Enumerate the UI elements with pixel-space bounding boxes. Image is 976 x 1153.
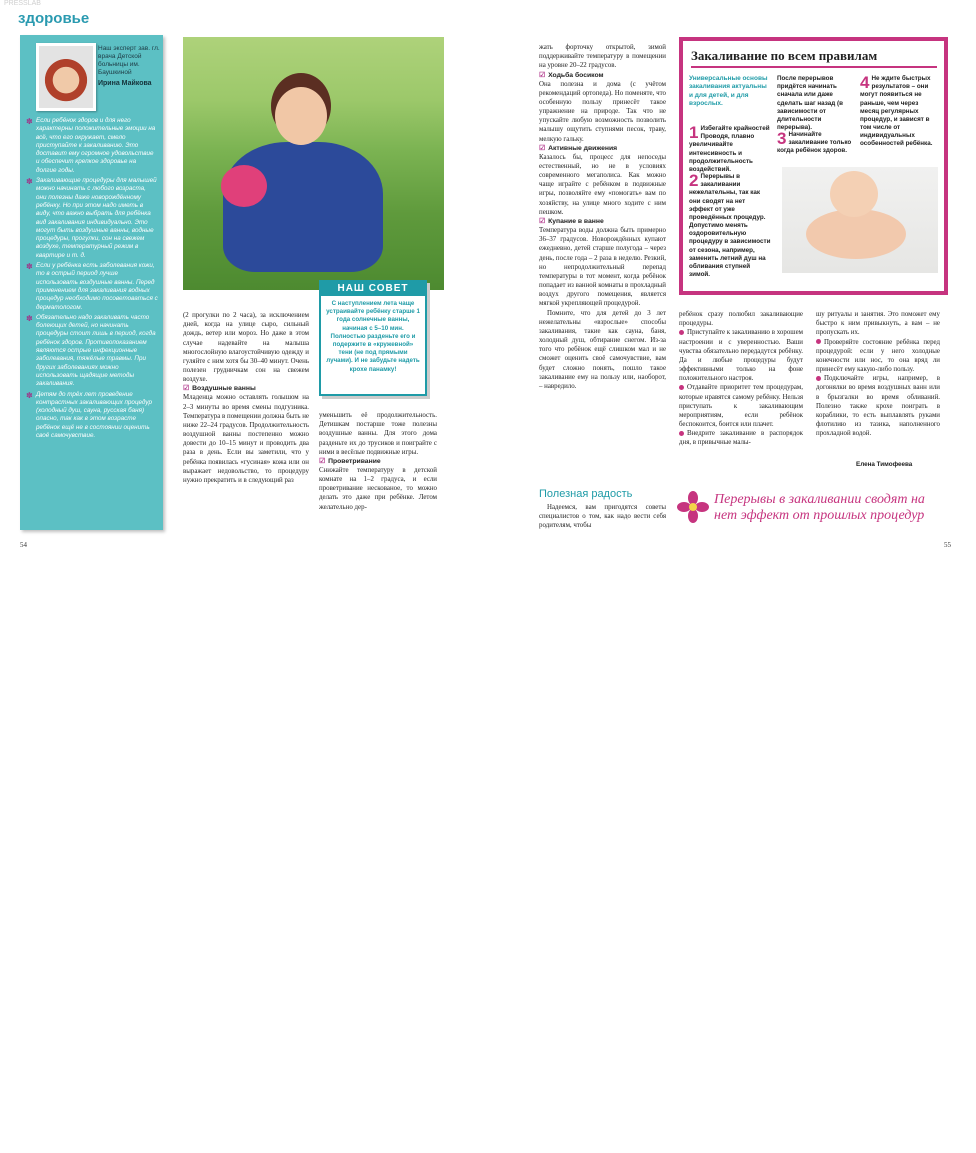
subheading: ☑ Проветривание [319,457,437,466]
page-number-left: 54 [20,541,27,549]
flower-icon [676,490,710,524]
text-column-5: шу ритуалы и занятия. Это поможет ему быстро к ним привыкнуть, а вам – не пропускать их. Проверяйте состояние ребёнка перед процедурой: если у него холодные конечности или нос, то она вряд ли принесёт ему какую-либо пользу. Подключайте игры, например, в догонялки во время воздушных ванн или в брызгалки во время обливаний. Полезно также крохе поиграть в кораблики, то есть выплавлять руками флотилию из тазика, наполненного прохладной водой. [816,311,940,438]
bullet-icon [679,330,684,335]
bullet-icon [816,339,821,344]
tip-bullet: Внедрите закаливание в распорядок дня, в привычные малы- [679,430,803,447]
expert-role: Наш эксперт зав. гл. врача Детской больницы им. Баушкиной [98,45,160,77]
baby-head-shape [830,171,878,217]
rules-box [679,37,948,295]
star-bullet-icon: ✽ [26,390,33,400]
text-column-3: жать форточку открытой, зимой поддерживайте температуру в помещении на уровне 20–22 градусов. ☑ Ходьба босиком Она полезна и дома (с учётом рекомендаций ортопеда). Но поменяте, что особенную пользу принесёт такое упражнение на природе. Так что не упускайте любую возможность позволить малышу ощутить ступнями песок, траву, мелкую гальку. ☑ Активные движения Казалось бы, процесс для непоседы естественный, но не в условиях современного мегаполиса. Как можно чаще играйте с ребёнком в подвижные игры, позволяйте ему «помогать» вам по хозяйству, на улице много ходите с ним пешком. ☑ Купание в ванне Температура воды должна быть примерно 36–37 градусов. Новорождённых купают ежедневно, детей старше полугода – через день, после года – 2 раза в неделю. Резкий, но непродолжительный перепад температуры в тот момент, когда ребёнок попадает из ванной комнаты в прохладный воздух другого помещения, является мягкой укрепляющей процедурой. Помните, что для детей до 3 лет нежелательны «взрослые» способы закаливания, такие как сауна, баня, холодный душ, обтирание снегом. Из-за того что ребёнок ещё слишком мал и не сможет оценить своё самочувствие, вам будет сложно понять, пошло такое закаливание ему на пользу или, наоборот, – навредило. [539,43,666,391]
expert-photo [36,43,96,111]
expert-tip: ✽ Если ребёнок здоров и для него характерны положительные эмоции на всё, что его окружает, смело приступайте к закаливанию. Это доставит ему огромное удовольствие и обеспечит крепкое здоровье на долгие годы. [26,117,156,174]
advice-box [319,280,427,396]
photo-dress-shape [223,142,383,272]
text-column-3-tail: Надеемся, вам пригодятся советы специалистов о том, как надо вести себя родителям, чтобы [539,504,666,530]
hero-photo-girl-with-watering-can [183,37,444,290]
tip-bullet: Проверяйте состояние ребёнка перед процедурой: если у него холодные конечности или нос, то она вряд ли принесёт ему какую-либо пользу. [816,338,940,374]
tip-bullet: Отдавайте приоритет тем процедурам, которые нравятся самому ребёнку. Нельзя приступать к закаливающим мероприятиям, если ребёнок беспокоится, боится или плачет. [679,384,803,429]
rule-item-2: 2 Перерывы в закаливании нежелательны, так как они сводят на нет эффект от уже проведённых процедур. Допустимо менять оздоровительную процедуру в зависимости от сезона, например, заменить летний душ на обливания ступней зимой. [689,171,771,279]
author-signature: Елена Тимофеева [856,461,913,468]
baby-photo [782,167,938,273]
advice-title: НАШ СОВЕТ [320,281,426,296]
subheading: ☑ Ходьба босиком [539,71,666,80]
expert-name: Ирина Майкова [98,79,152,87]
text-column-1: (2 прогулки по 2 часа), за исключением дней, когда на улице сыро, сильный дождь, ветер или мороз. Но даже в этом случае надевайте на малыша многослойную влагоустойчивую одежду и гуляйте с ним хотя бы 30–40 минут. Очень полезен грудничкам сон на свежем воздухе. ☑ Воздушные ванны Младенца можно оставлять голышом на 2–3 минуты во время смены подгузника. Температура в помещении должна быть не ниже 22–24 градусов. Продолжительность воздушной ванны постепенно можно довести до 10–15 минут и проводить два раза в день. Если вы заметили, что у ребёнка появилась «гусиная» кожа или он выражает недовольство, то процедуру нужно прекратить и в следующий раз [183,311,309,485]
expert-face-icon [39,46,93,108]
rule-item-2-lead: После перерывов придётся начинать сначала или даже сделать шаг назад (в зависимости от длительности перерыва). [777,75,843,132]
subheading: ☑ Купание в ванне [539,217,666,226]
rules-title: Закаливание по всем правилам [691,48,937,68]
star-bullet-icon: ✽ [26,117,33,126]
expert-caption [98,45,160,88]
expert-tip: ✽ Детям до трёх лет проведение контрастных закаливающих процедур (холодный душ, сауна, русская баня) опасно, так как в этом возрасте ребёнок ещё не в состоянии оценить своё самочувствие. [26,390,153,439]
text-column-2: уменьшить её продолжительность. Детишкам постарше тоже полезны воздушные ванны. Для этого дома разденьте их до трусиков и поиграйте с ними в весёлые подвижные игры. ☑ Проветривание Снижайте температуру в детской комнате на 1–2 градуса, и если проветривание нескованое, то можно делать это даже при ребёнке. Летом желательно дер- [319,411,437,512]
subheading: ☑ Воздушные ванны [183,384,309,393]
expert-tip: ✽ Закаливающие процедуры для малышей можно начинать с любого возраста, они полезны даже новорождённому ребёнку. Но при этом надо иметь в виду, что важно выбрать для ребёнка вид закаливания индивидуально. Это могут быть воздушные ванны, водные процедуры, прогулки, сон на свежем воздухе, температурный режим в квартире и т. д. [26,177,157,259]
rule-item-3: 3 Начинайте закаливание только когда ребёнок здоров. [777,129,852,155]
advice-text: С наступлением лета чаще устраивайте ребёнку старше 1 года солнечные ванны, начиная с 5–10 мин. Полностью разденьте его и подержите в «кружевной» тени (не под прямыми лучами). И не забудьте надеть кроxе панамку! [326,300,420,373]
star-bullet-icon: ✽ [26,262,33,272]
watermark: PRESSLAB [4,0,41,7]
rules-intro: Универсальные основы закаливания актуальны и для детей, и для взрослых. [689,75,768,108]
text-column-4: ребёнок сразу полюбил закаливающие процедуры. Приступайте к закаливанию в хорошем настроении и с уверенностью. Ваши чувства обязательно передадутся ребёнку. Да и любые процедуры будут эффективными только на фоне положительного настроя. Отдавайте приоритет тем процедурам, которые нравятся самому ребёнку. Нельзя приступать к закаливающим мероприятиям, если ребёнок беспокоится, боится или плачет. Внедрите закаливание в распорядок дня, в привычные малы- [679,311,803,447]
subheading: ☑ Активные движения [539,144,666,153]
expert-tips [26,117,158,442]
subhead-useful-joy: Полезная радость [539,488,633,500]
expert-tip: ✽ Если у ребёнка есть заболевания кожи, то в острый период лучше использовать воздушные ванны. Перед применением для закаливания водных процедур необходимо посоветоваться с дерматологом. [26,262,158,311]
photo-head-shape [275,87,327,145]
magazine-spread [0,0,976,560]
bullet-icon [816,376,821,381]
rule-item-1: 1 Избегайте крайностей Проводя, плавно увеличивайте интенсивность и продолжительность воздействий. [689,123,770,173]
expert-tip: ✽ Обязательно надо закаливать часто болеющих детей, но начинать процедуры стоит лишь в период, когда ребёнок здоров. Противопоказанием являются острые инфекционные заболевания, тяжёлые травмы. При других заболеваниях можно использовать щадящие методы закаливания. [26,313,156,388]
section-tag: здоровье [18,10,90,27]
rule-item-4: 4 Не ждите быстрых результатов – они могут появиться не раньше, чем через месяц регулярных процедур, и зависят в том числе от индивидуальных особенностей ребёнка. [860,73,933,148]
expert-panel [20,35,163,530]
star-bullet-icon: ✽ [26,177,33,187]
bullet-icon [679,431,684,436]
tip-bullet: Приступайте к закаливанию в хорошем настроении и с уверенностью. Ваши чувства обязательно передадутся ребёнку. Да и любые процедуры будут эффективными только на фоне положительного настроя. [679,329,803,383]
star-bullet-icon: ✽ [26,313,33,323]
page-number-right: 55 [944,541,951,549]
tip-bullet: Подключайте игры, например, в догонялки во время воздушных ванн или в брызгалки во время обливаний. Полезно также крохе поиграть в кораблики, то есть выплавлять руками флотилию из тазика, наполненного прохладной водой. [816,375,940,438]
pull-quote-text: Перерывы в закаливании сводят на нет эффект от прошлых процедур [714,492,925,524]
watering-can-icon [221,165,267,207]
bullet-icon [679,385,684,390]
